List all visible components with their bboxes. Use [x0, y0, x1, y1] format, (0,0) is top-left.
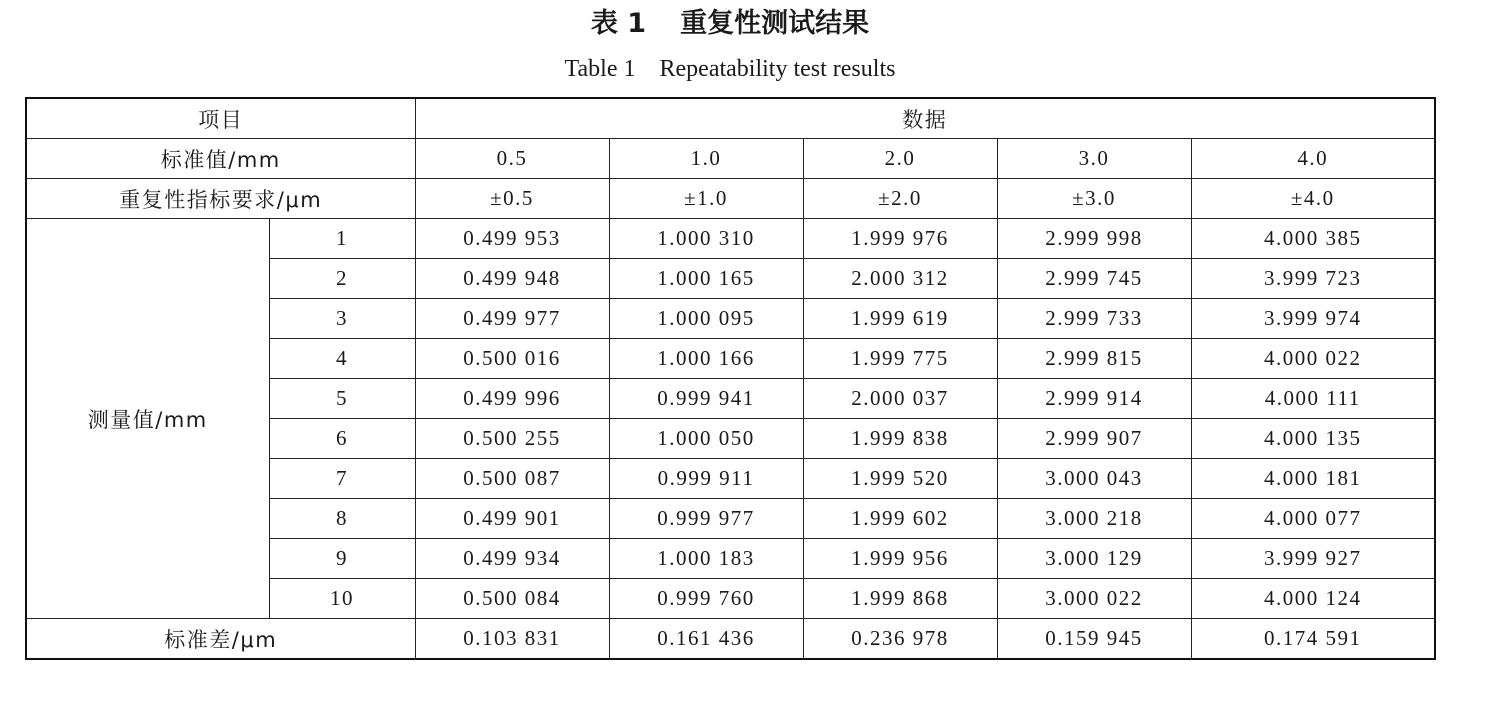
- measurement-value: 4.000 077: [1191, 499, 1435, 539]
- table-caption-en: Repeatability test results: [659, 56, 896, 82]
- measurement-value: 3.000 043: [997, 459, 1191, 499]
- measurement-value: 4.000 135: [1191, 419, 1435, 459]
- measurement-value: 0.999 760: [609, 579, 803, 619]
- measurement-value: 0.500 016: [415, 339, 609, 379]
- measurement-index: 10: [269, 579, 415, 619]
- measurement-value: 1.000 310: [609, 219, 803, 259]
- table-body: [26, 98, 1435, 659]
- measurement-value: 3.999 974: [1191, 299, 1435, 339]
- measurement-value: 2.999 914: [997, 379, 1191, 419]
- requirement-row: [26, 179, 1435, 219]
- standard-label: 标准值/mm: [26, 139, 415, 179]
- measurement-index: 4: [269, 339, 415, 379]
- measurement-value: 0.999 977: [609, 499, 803, 539]
- measurement-value: 1.999 775: [803, 339, 997, 379]
- measured-label: 测量值/mm: [26, 219, 269, 619]
- measurement-index: 6: [269, 419, 415, 459]
- measurement-index: 8: [269, 499, 415, 539]
- requirement-value: ±3.0: [997, 179, 1191, 219]
- table-number-cn: 表 1: [590, 8, 647, 39]
- requirement-value: ±2.0: [803, 179, 997, 219]
- standard-value: 1.0: [609, 139, 803, 179]
- measurement-value: 4.000 111: [1191, 379, 1435, 419]
- results-table: [25, 97, 1436, 660]
- measurement-value: 1.000 183: [609, 539, 803, 579]
- measurement-value: 0.500 255: [415, 419, 609, 459]
- measurement-value: 2.999 745: [997, 259, 1191, 299]
- header-row: [26, 98, 1435, 139]
- measurement-index: 7: [269, 459, 415, 499]
- standard-row: [26, 139, 1435, 179]
- measurement-value: 0.499 977: [415, 299, 609, 339]
- measurement-value: 0.499 948: [415, 259, 609, 299]
- table-caption-cn: 重复性测试结果: [680, 8, 870, 39]
- measurement-value: 0.999 911: [609, 459, 803, 499]
- stddev-value: 0.236 978: [803, 619, 997, 660]
- requirement-label: 重复性指标要求/μm: [26, 179, 415, 219]
- measurement-value: 2.999 815: [997, 339, 1191, 379]
- measurement-value: 0.499 901: [415, 499, 609, 539]
- measurement-index: 3: [269, 299, 415, 339]
- measurement-value: 1.999 976: [803, 219, 997, 259]
- measurement-value: 2.999 998: [997, 219, 1191, 259]
- standard-value: 2.0: [803, 139, 997, 179]
- measurement-value: 0.499 996: [415, 379, 609, 419]
- measurement-value: 2.999 733: [997, 299, 1191, 339]
- measurement-value: 4.000 181: [1191, 459, 1435, 499]
- measurement-value: 0.499 934: [415, 539, 609, 579]
- measurement-value: 2.000 037: [803, 379, 997, 419]
- stddev-value: 0.161 436: [609, 619, 803, 660]
- requirement-value: ±1.0: [609, 179, 803, 219]
- header-item: 项目: [26, 98, 415, 139]
- measurement-row: [26, 219, 1435, 259]
- stddev-label: 标准差/μm: [26, 619, 415, 660]
- measurement-value: 4.000 124: [1191, 579, 1435, 619]
- measurement-value: 1.999 956: [803, 539, 997, 579]
- measurement-value: 4.000 022: [1191, 339, 1435, 379]
- measurement-value: 1.999 868: [803, 579, 997, 619]
- measurement-value: 3.000 022: [997, 579, 1191, 619]
- table-title-en: [0, 52, 1460, 86]
- measurement-value: 1.999 619: [803, 299, 997, 339]
- measurement-value: 4.000 385: [1191, 219, 1435, 259]
- standard-value: 4.0: [1191, 139, 1435, 179]
- measurement-value: 1.999 838: [803, 419, 997, 459]
- measurement-value: 0.500 084: [415, 579, 609, 619]
- measurement-value: 2.999 907: [997, 419, 1191, 459]
- measurement-value: 3.000 218: [997, 499, 1191, 539]
- measurement-value: 3.999 723: [1191, 259, 1435, 299]
- measurement-value: 1.999 520: [803, 459, 997, 499]
- requirement-value: ±4.0: [1191, 179, 1435, 219]
- measurement-value: 1.000 165: [609, 259, 803, 299]
- measurement-index: 9: [269, 539, 415, 579]
- measurement-value: 0.499 953: [415, 219, 609, 259]
- standard-value: 3.0: [997, 139, 1191, 179]
- header-data: 数据: [415, 98, 1435, 139]
- measurement-index: 2: [269, 259, 415, 299]
- measurement-value: 1.000 050: [609, 419, 803, 459]
- measurement-index: 1: [269, 219, 415, 259]
- stddev-row: [26, 619, 1435, 660]
- measurement-value: 0.999 941: [609, 379, 803, 419]
- measurement-value: 0.500 087: [415, 459, 609, 499]
- measurement-value: 1.999 602: [803, 499, 997, 539]
- measurement-value: 3.999 927: [1191, 539, 1435, 579]
- measurement-value: 2.000 312: [803, 259, 997, 299]
- measurement-value: 3.000 129: [997, 539, 1191, 579]
- stddev-value: 0.103 831: [415, 619, 609, 660]
- measurement-index: 5: [269, 379, 415, 419]
- table-title-cn: [0, 4, 1460, 44]
- table-number-en: Table 1: [564, 56, 636, 82]
- stddev-value: 0.159 945: [997, 619, 1191, 660]
- requirement-value: ±0.5: [415, 179, 609, 219]
- stddev-value: 0.174 591: [1191, 619, 1435, 660]
- measurement-value: 1.000 166: [609, 339, 803, 379]
- measurement-value: 1.000 095: [609, 299, 803, 339]
- standard-value: 0.5: [415, 139, 609, 179]
